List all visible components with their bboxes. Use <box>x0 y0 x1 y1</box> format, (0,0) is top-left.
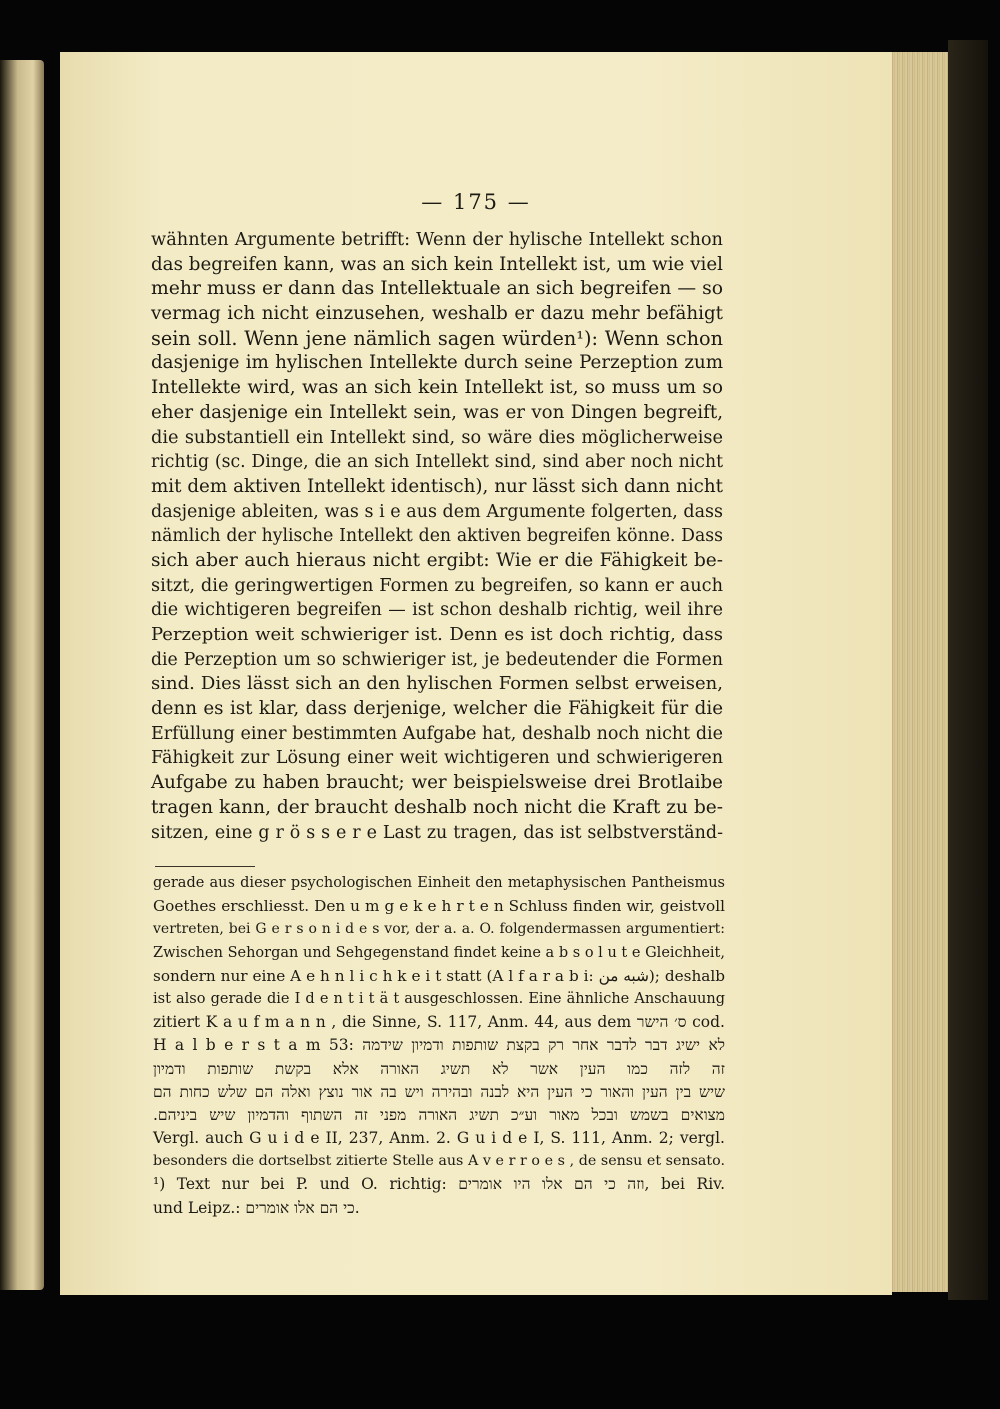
body-text <box>151 228 723 845</box>
body-line: sind. Dies lässt sich an den hylischen Formen selbst erweisen, <box>151 673 723 695</box>
footnote-line-hebrew: זה לזה כמו העין אשר לא תשיג האורה אלא בקשת שותפות ודמיון <box>153 1059 725 1078</box>
footnotes <box>153 872 725 1220</box>
footnote-line: zitiert K a u f m a n n , die Sinne, S. 117, Anm. 44, aus dem ס׳ הישר cod. <box>153 1013 725 1032</box>
body-line: sitzt, die geringwertigen Formen zu begreifen, so kann er auch <box>151 575 723 596</box>
footnote-line: ist also gerade die I d e n t i t ä t ausgeschlossen. Eine ähnliche Anschauung <box>153 990 725 1007</box>
body-line: die Perzeption um so schwieriger ist, je bedeutender die Formen <box>151 649 723 670</box>
body-line: vermag ich nicht einzusehen, weshalb er dazu mehr befähigt <box>151 303 723 325</box>
page-number: — 175 — <box>421 190 531 214</box>
footnote-line: gerade aus dieser psychologischen Einheit den metaphysischen Pantheismus <box>153 875 725 891</box>
body-line: tragen kann, der braucht deshalb noch nicht die Kraft zu be- <box>151 796 723 818</box>
body-line: die wichtigeren begreifen — ist schon deshalb richtig, weil ihre <box>151 600 723 621</box>
body-line: mit dem aktiven Intellekt identisch), nur lässt sich dann nicht <box>151 475 723 497</box>
body-line: dasjenige ableiten, was s i e aus dem Argumente folgerten, dass <box>151 501 723 522</box>
footnote-line: H a l b e r s t a m 53: לא ישיג דבר לדבר אחר רק בקצת שותפות ודמיון שידמה <box>153 1036 726 1055</box>
body-line: richtig (sc. Dinge, die an sich Intellekt sind, sind aber noch nicht <box>151 452 723 473</box>
footnote-line: und Leipz.: כי הם אלו אומרים. <box>153 1198 360 1217</box>
body-line: die substantiell ein Intellekt sind, so wäre dies möglicherweise <box>151 427 723 448</box>
body-line: wähnten Argumente betrifft: Wenn der hylische Intellekt schon <box>151 230 723 250</box>
body-line: sein soll. Wenn jene nämlich sagen würden¹): Wenn schon <box>151 326 723 350</box>
body-line: Intellekte wird, was an sich kein Intellekt ist, so muss um so <box>151 377 723 399</box>
footnote-line: ¹) Text nur bei P. und O. richtig: וזה כי הם אלו היו אומרים, bei Riv. <box>153 1175 725 1194</box>
footnote-line-hebrew: שיש בין העין והאור כי העין היא לבנה ובהירה ויש בה אור נוצץ ואלה הם שלש כחות הם <box>153 1082 725 1101</box>
body-line: Perzeption weit schwieriger ist. Denn es ist doch richtig, dass <box>151 624 723 645</box>
body-line: denn es ist klar, dass derjenige, welcher die Fähigkeit für die <box>151 698 723 720</box>
book-cover-edge <box>948 40 988 1300</box>
body-line: Fähigkeit zur Lösung einer weit wichtigeren und schwierigeren <box>151 748 723 769</box>
body-line: mehr muss er dann das Intellektuale an sich begreifen — so <box>151 278 723 300</box>
adjacent-page-edge <box>0 60 44 1290</box>
footnote-line: sondern nur eine A e h n l i c h k e i t statt (A l f a r a b i: شبه من); deshalb <box>153 966 726 985</box>
body-line: eher dasjenige ein Intellekt sein, was er von Dingen begreift, <box>151 401 723 423</box>
body-line: Erfüllung einer bestimmten Aufgabe hat, deshalb noch nicht die <box>151 723 723 744</box>
footnote-line: vertreten, bei G e r s o n i d e s vor, der a. a. O. folgendermassen argumentiert: <box>153 921 725 938</box>
book-page <box>60 52 892 1295</box>
body-line: das begreifen kann, was an sich kein Intellekt ist, um wie viel <box>151 253 723 275</box>
body-line: Aufgabe zu haben braucht; wer beispielsweise drei Brotlaibe <box>151 772 723 794</box>
footnote-line: besonders die dortselbst zitierte Stelle aus A v e r r o e s , de sensu et sensato. <box>153 1153 725 1170</box>
footnote-line: Zwischen Sehorgan und Sehgegenstand findet keine a b s o l u t e Gleichheit, <box>153 944 725 961</box>
footnote-separator <box>155 866 255 867</box>
body-line: nämlich der hylische Intellekt den aktiven begreifen könne. Dass <box>151 526 723 547</box>
body-line: sich aber auch hieraus nicht ergibt: Wie er die Fähigkeit be- <box>151 549 723 571</box>
footnote-line: Vergl. auch G u i d e II, 237, Anm. 2. G u i d e I, S. 111, Anm. 2; vergl. <box>153 1129 725 1148</box>
body-line: dasjenige im hylischen Intellekte durch seine Perzeption zum <box>151 352 723 374</box>
body-line: sitzen, eine g r ö s s e r e Last zu tragen, das ist selbstverständ- <box>151 822 723 843</box>
footnote-line: Goethes erschliesst. Den u m g e k e h r t e n Schluss finden wir, geistvoll <box>153 897 725 916</box>
footnote-line-hebrew: מצואים בשמש ובכל מאור וע״כ תשיג האורה מפני זה השתוף והדמיון שיש ביניהם. <box>153 1105 725 1124</box>
